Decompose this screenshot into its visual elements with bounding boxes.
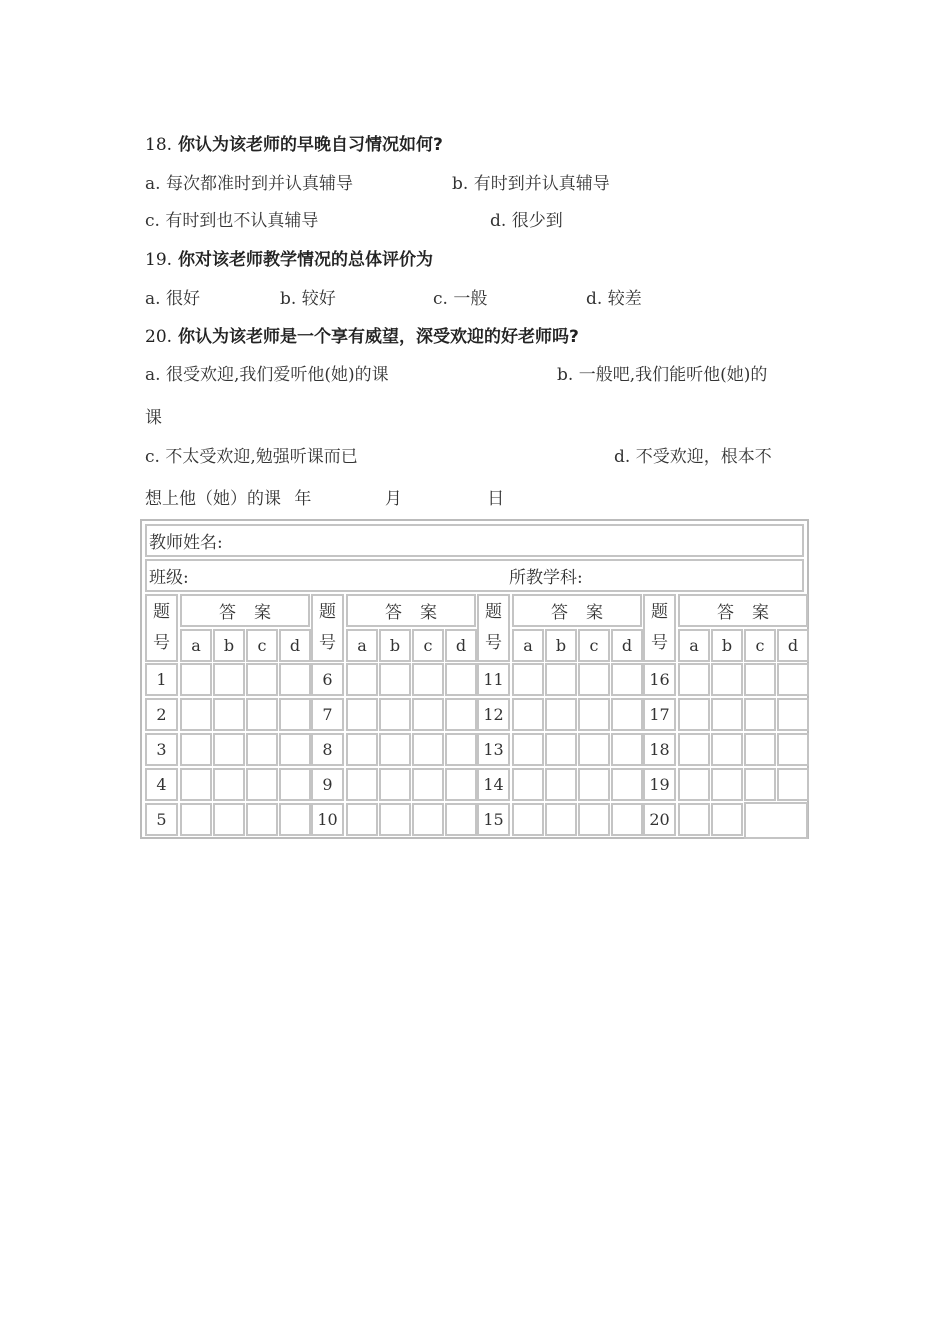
answer-cell-c[interactable] (744, 698, 776, 731)
choice-header-b: b (379, 629, 411, 662)
answer-header: 答案 (180, 594, 310, 627)
q20-option-d-continued-text: 想上他（她）的课 (145, 489, 281, 509)
answer-cell-c[interactable] (412, 698, 444, 731)
choice-header-d: d (611, 629, 643, 662)
answer-cell-a[interactable] (512, 733, 544, 766)
answer-cell-d[interactable] (611, 698, 643, 731)
answer-cell-a[interactable] (512, 663, 544, 696)
question-number-header-char: 号 (153, 633, 170, 653)
answer-cell-c[interactable] (412, 663, 444, 696)
answer-cell-d[interactable] (445, 698, 477, 731)
answer-cell-a[interactable] (512, 698, 544, 731)
question-number-cell: 1 (145, 663, 178, 696)
answer-cell-d[interactable] (279, 803, 311, 836)
answer-cell-c[interactable] (246, 768, 278, 801)
answer-cell-b[interactable] (711, 698, 743, 731)
choice-header-d: d (279, 629, 311, 662)
answer-cell-a[interactable] (678, 698, 710, 731)
question-19-number: 19. (145, 250, 173, 270)
q19-option-a[interactable]: a. 很好 (145, 289, 200, 309)
class-subject-row[interactable] (145, 559, 804, 592)
choice-header-b: b (711, 629, 743, 662)
question-number-header-char: 号 (485, 633, 502, 653)
question-number-header (311, 594, 344, 662)
answer-cell-a[interactable] (512, 768, 544, 801)
answer-cell-c[interactable] (578, 768, 610, 801)
answer-cell-d[interactable] (279, 698, 311, 731)
question-number-header (477, 594, 510, 662)
answer-cell-a[interactable] (180, 803, 212, 836)
choice-header-b: b (213, 629, 245, 662)
question-19-text: 你对该老师教学情况的总体评价为 (177, 250, 433, 270)
answer-cell-b[interactable] (545, 698, 577, 731)
answer-cell-d[interactable] (777, 663, 809, 696)
answer-cell-b[interactable] (379, 768, 411, 801)
answer-header: 答案 (512, 594, 642, 627)
answer-cell-b[interactable] (213, 768, 245, 801)
answer-cell-d[interactable] (279, 733, 311, 766)
question-number-cell: 2 (145, 698, 178, 731)
question-number-cell: 5 (145, 803, 178, 836)
q18-option-b[interactable]: b. 有时到并认真辅导 (452, 174, 610, 194)
teacher-name-label: 教师姓名: (149, 533, 223, 553)
question-number-header (145, 594, 178, 662)
answer-cell-b[interactable] (379, 733, 411, 766)
answer-cell-d[interactable] (445, 803, 477, 836)
answer-cell-c[interactable] (744, 733, 776, 766)
question-number-cell: 7 (311, 698, 344, 731)
choice-header-c: c (744, 629, 776, 662)
answer-cell-c[interactable] (744, 663, 776, 696)
choice-header-a: a (678, 629, 710, 662)
question-20-text: 你认为该老师是一个享有威望，深受欢迎的好老师吗? (177, 327, 579, 347)
answer-cell-a[interactable] (346, 698, 378, 731)
answer-cell-a[interactable] (346, 663, 378, 696)
answer-cell-c[interactable] (578, 663, 610, 696)
answer-cell-a[interactable] (180, 768, 212, 801)
answer-cell-b[interactable] (379, 698, 411, 731)
empty-cell (744, 802, 808, 839)
question-20-title (145, 322, 579, 347)
answer-cell-b[interactable] (379, 663, 411, 696)
answer-cell-d[interactable] (611, 663, 643, 696)
answer-cell-d[interactable] (279, 663, 311, 696)
answer-cell-c[interactable] (246, 733, 278, 766)
answer-cell-a[interactable] (346, 803, 378, 836)
answer-cell-b[interactable] (545, 663, 577, 696)
answer-cell-a[interactable] (678, 663, 710, 696)
answer-cell-c[interactable] (412, 803, 444, 836)
question-number-cell: 9 (311, 768, 344, 801)
choice-header-a: a (180, 629, 212, 662)
class-label: 班级: (149, 568, 189, 588)
question-number-cell: 12 (477, 698, 510, 731)
answer-cell-c[interactable] (578, 733, 610, 766)
q20-option-d-continued (145, 484, 504, 509)
question-number-cell: 11 (477, 663, 510, 696)
answer-cell-d[interactable] (611, 733, 643, 766)
answer-cell-b[interactable] (711, 803, 743, 836)
q19-option-c[interactable]: c. 一般 (433, 289, 488, 309)
answer-cell-c[interactable] (412, 733, 444, 766)
answer-cell-d[interactable] (777, 698, 809, 731)
question-number-cell: 6 (311, 663, 344, 696)
answer-cell-b[interactable] (711, 768, 743, 801)
question-number-cell: 10 (311, 803, 344, 836)
answer-header: 答案 (346, 594, 476, 627)
answer-cell-a[interactable] (678, 803, 710, 836)
q20-option-c[interactable]: c. 不太受欢迎,勉强听课而已 (145, 447, 358, 467)
answer-cell-c[interactable] (578, 803, 610, 836)
answer-cell-d[interactable] (777, 768, 809, 801)
answer-cell-a[interactable] (346, 768, 378, 801)
question-number-header-char: 题 (485, 602, 502, 622)
answer-cell-c[interactable] (744, 768, 776, 801)
answer-cell-d[interactable] (445, 768, 477, 801)
answer-cell-d[interactable] (445, 663, 477, 696)
choice-header-a: a (346, 629, 378, 662)
answer-cell-c[interactable] (578, 698, 610, 731)
answer-cell-d[interactable] (445, 733, 477, 766)
answer-cell-a[interactable] (180, 733, 212, 766)
question-number-header (643, 594, 676, 662)
answer-cell-b[interactable] (545, 768, 577, 801)
answer-cell-d[interactable] (611, 803, 643, 836)
date-day-label: 日 (487, 489, 505, 509)
choice-header-c: c (246, 629, 278, 662)
q18-option-c[interactable]: c. 有时到也不认真辅导 (145, 211, 319, 231)
q19-option-d[interactable]: d. 较差 (586, 289, 642, 309)
question-number-cell: 20 (643, 803, 676, 836)
answer-cell-a[interactable] (180, 663, 212, 696)
question-20-number: 20. (145, 327, 173, 347)
q20-option-b[interactable]: b. 一般吧,我们能听他(她)的 (557, 365, 768, 385)
answer-cell-b[interactable] (545, 733, 577, 766)
q20-option-d[interactable]: d. 不受欢迎，根本不 (614, 447, 772, 467)
question-number-header-char: 题 (319, 602, 336, 622)
answer-cell-c[interactable] (246, 663, 278, 696)
date-year-label: 年 (294, 489, 312, 509)
choice-header-c: c (578, 629, 610, 662)
answer-cell-b[interactable] (545, 803, 577, 836)
question-number-cell: 16 (643, 663, 676, 696)
answer-cell-b[interactable] (711, 733, 743, 766)
choice-header-a: a (512, 629, 544, 662)
question-18-text: 你认为该老师的早晚自习情况如何? (177, 135, 443, 155)
choice-header-c: c (412, 629, 444, 662)
question-number-header-char: 号 (319, 633, 336, 653)
answer-sheet-table (140, 519, 809, 839)
teacher-name-field[interactable] (145, 524, 804, 557)
question-18-number: 18. (145, 135, 173, 155)
answer-cell-c[interactable] (246, 698, 278, 731)
answer-header: 答案 (678, 594, 808, 627)
answer-cell-d[interactable] (777, 733, 809, 766)
answer-cell-d[interactable] (279, 768, 311, 801)
q18-option-a[interactable]: a. 每次都准时到并认真辅导 (145, 174, 353, 194)
q20-option-b-continued: 课 (145, 408, 162, 428)
answer-cell-a[interactable] (180, 698, 212, 731)
question-number-cell: 13 (477, 733, 510, 766)
question-19-title (145, 245, 433, 270)
answer-cell-c[interactable] (246, 803, 278, 836)
choice-header-d: d (445, 629, 477, 662)
question-18-title (145, 130, 443, 155)
q18-option-d[interactable]: d. 很少到 (490, 211, 563, 231)
answer-cell-a[interactable] (346, 733, 378, 766)
question-number-cell: 18 (643, 733, 676, 766)
question-number-cell: 14 (477, 768, 510, 801)
question-number-cell: 3 (145, 733, 178, 766)
answer-cell-b[interactable] (213, 698, 245, 731)
answer-cell-d[interactable] (611, 768, 643, 801)
answer-cell-a[interactable] (678, 733, 710, 766)
answer-cell-a[interactable] (512, 803, 544, 836)
question-number-header-char: 题 (651, 602, 668, 622)
answer-cell-b[interactable] (213, 733, 245, 766)
subject-label: 所教学科: (509, 568, 583, 588)
question-number-cell: 4 (145, 768, 178, 801)
answer-cell-c[interactable] (412, 768, 444, 801)
question-number-cell: 15 (477, 803, 510, 836)
question-number-cell: 17 (643, 698, 676, 731)
answer-cell-b[interactable] (711, 663, 743, 696)
answer-cell-b[interactable] (213, 803, 245, 836)
q20-option-a[interactable]: a. 很受欢迎,我们爱听他(她)的课 (145, 365, 389, 385)
choice-header-d: d (777, 629, 809, 662)
question-number-cell: 19 (643, 768, 676, 801)
question-number-header-char: 题 (153, 602, 170, 622)
answer-cell-b[interactable] (379, 803, 411, 836)
question-number-cell: 8 (311, 733, 344, 766)
question-number-header-char: 号 (651, 633, 668, 653)
date-month-label: 月 (384, 489, 402, 509)
choice-header-b: b (545, 629, 577, 662)
answer-cell-b[interactable] (213, 663, 245, 696)
answer-cell-a[interactable] (678, 768, 710, 801)
q19-option-b[interactable]: b. 较好 (280, 289, 336, 309)
